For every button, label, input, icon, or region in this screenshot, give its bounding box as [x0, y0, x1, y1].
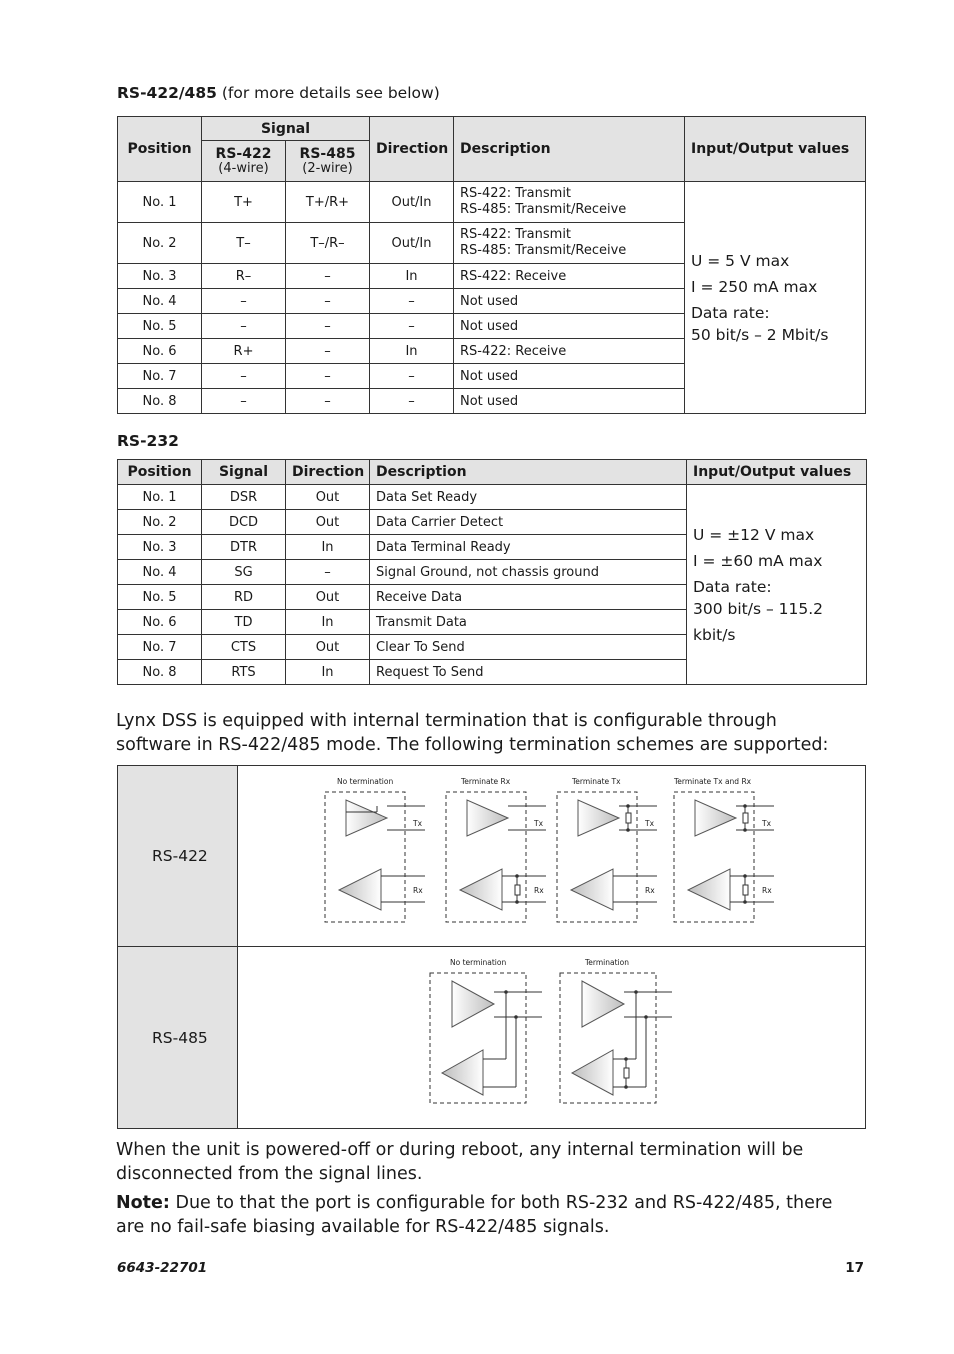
rs232-cell-desc: Data Set Ready [370, 485, 687, 510]
rx-label: Rx [534, 886, 544, 895]
rs232-header-direction: Direction [286, 460, 370, 485]
rs422-cell-desc-line1: RS-422: Transmit [460, 186, 572, 201]
rs422-diagram-title: Terminate Tx [572, 777, 621, 786]
rs232-table [117, 459, 867, 685]
rs232-cell-sig: CTS [202, 635, 286, 660]
rs422-cell-rs485: – [286, 264, 370, 289]
rs422-header-rs485 [286, 141, 370, 182]
rs232-cell-sig: RD [202, 585, 286, 610]
table-row [118, 182, 866, 223]
rs422-cell-pos: No. 6 [118, 339, 202, 364]
rs232-cell-desc: Receive Data [370, 585, 687, 610]
rs485-diagram-title: No termination [450, 958, 507, 967]
rs232-cell-sig: DTR [202, 535, 286, 560]
tx-label: Tx [413, 819, 423, 828]
rs232-section-heading: RS-232 [117, 432, 179, 450]
rs422-io-voltage: U = 5 V max [691, 251, 790, 270]
rs422-cell-dir: – [370, 364, 454, 389]
rs232-cell-pos: No. 2 [118, 510, 202, 535]
rs422-cell-dir: Out/In [370, 223, 454, 264]
rs422-diagram-title: Terminate Tx and Rx [674, 777, 752, 786]
rs422-cell-rs422: R– [202, 264, 286, 289]
rx-label: Rx [762, 886, 772, 895]
power-paragraph: When the unit is powered-off or during reboot, any internal termination will be disconnected from the signal lines. [116, 1140, 804, 1184]
rs232-io-rate: 300 bit/s – 115.2 kbit/s [693, 599, 824, 644]
rs232-io-values [687, 485, 867, 685]
rs232-cell-desc: Data Carrier Detect [370, 510, 687, 535]
rs232-cell-dir: In [286, 535, 370, 560]
rs422-section-heading [117, 84, 440, 102]
rx-label: Rx [413, 886, 423, 895]
rs422-diagram-title: No termination [337, 777, 394, 786]
rs422-header-io: Input/Output values [685, 117, 866, 182]
rs422-io-rate: 50 bit/s – 2 Mbit/s [691, 325, 829, 344]
rs422-cell-desc-line1: RS-422: Transmit [460, 227, 572, 242]
rs422-diagram-title: Terminate Rx [461, 777, 511, 786]
rs232-io-current: I = ±60 mA max [693, 551, 823, 570]
rs422-cell-dir: – [370, 389, 454, 414]
scheme-label-rs485: RS-485 [118, 947, 238, 1128]
rs232-header-signal: Signal [202, 460, 286, 485]
rs232-cell-dir: – [286, 560, 370, 585]
rs232-io-voltage: U = ±12 V max [693, 525, 815, 544]
tx-label: Tx [762, 819, 772, 828]
rs422-cell-rs485: – [286, 364, 370, 389]
rs422-header-signal: Signal [202, 117, 370, 141]
tx-label: Tx [645, 819, 655, 828]
rs422-table [117, 116, 866, 414]
rs485-no-termination-diagram [430, 958, 542, 1103]
rs422-io-values [685, 182, 866, 414]
rs422-cell-dir: In [370, 339, 454, 364]
rs232-cell-sig: RTS [202, 660, 286, 685]
rs422-cell-pos: No. 4 [118, 289, 202, 314]
rs485-termination-diagram [560, 958, 672, 1103]
rs422-header-rs422-sub: (4-wire) [218, 161, 269, 176]
rs422-cell-rs485: – [286, 389, 370, 414]
termination-paragraph: Lynx DSS is equipped with internal termination that is configurable through software in RS-422/485 mode. The following termination schemes are supported: [116, 711, 829, 755]
rx-label: Rx [645, 886, 655, 895]
rs422-cell-dir: – [370, 314, 454, 339]
rs422-cell-desc [454, 182, 685, 223]
rs232-cell-desc: Data Terminal Ready [370, 535, 687, 560]
rs232-cell-sig: DSR [202, 485, 286, 510]
rs422-heading-rest: (for more details see below) [221, 84, 440, 102]
rs422-cell-desc: Not used [454, 289, 685, 314]
rs422-cell-desc [454, 223, 685, 264]
rs422-cell-rs422: – [202, 364, 286, 389]
note-text: Due to that the port is configurable for both RS-232 and RS-422/485, there are no fail-safe biasing available for RS-422/485 signals. [116, 1193, 833, 1237]
rs422-cell-rs422: – [202, 389, 286, 414]
termination-schemes [117, 765, 866, 1129]
rs422-header-direction: Direction [370, 117, 454, 182]
rs232-cell-dir: In [286, 660, 370, 685]
rs422-cell-rs422: – [202, 289, 286, 314]
rs422-cell-desc: Not used [454, 364, 685, 389]
rs232-cell-pos: No. 6 [118, 610, 202, 635]
scheme-label-rs422: RS-422 [118, 766, 238, 947]
rs422-cell-desc: RS-422: Receive [454, 264, 685, 289]
rs232-cell-desc: Signal Ground, not chassis ground [370, 560, 687, 585]
rs422-cell-rs422: – [202, 314, 286, 339]
rs232-io-rate-label: Data rate: [693, 577, 772, 596]
rs422-io-rate-label: Data rate: [691, 303, 770, 322]
rs232-cell-pos: No. 3 [118, 535, 202, 560]
rs422-cell-pos: No. 8 [118, 389, 202, 414]
rs422-terminate-tx-diagram [557, 777, 657, 922]
rs422-io-current: I = 250 mA max [691, 277, 818, 296]
rs422-cell-desc: Not used [454, 389, 685, 414]
rs232-header-position: Position [118, 460, 202, 485]
rs422-cell-pos: No. 2 [118, 223, 202, 264]
rs422-cell-dir: – [370, 289, 454, 314]
rs422-heading-bold: RS-422/485 [117, 84, 217, 102]
rs232-cell-dir: Out [286, 485, 370, 510]
rs232-cell-pos: No. 4 [118, 560, 202, 585]
rs232-cell-desc: Clear To Send [370, 635, 687, 660]
rs232-cell-pos: No. 1 [118, 485, 202, 510]
rs422-cell-desc: Not used [454, 314, 685, 339]
rs422-cell-desc-line2: RS-485: Transmit/Receive [460, 243, 627, 258]
rs232-cell-pos: No. 7 [118, 635, 202, 660]
rs422-header-position: Position [118, 117, 202, 182]
tx-label: Tx [534, 819, 544, 828]
rs422-terminate-tx-rx-diagram [673, 777, 774, 922]
rs422-header-rs422 [202, 141, 286, 182]
rs422-no-termination-diagram [325, 777, 425, 922]
rs422-cell-rs422: T+ [202, 182, 286, 223]
note-paragraph [116, 1191, 846, 1239]
rs232-cell-dir: Out [286, 585, 370, 610]
rs422-cell-rs485: T–/R– [286, 223, 370, 264]
rs422-cell-pos: No. 5 [118, 314, 202, 339]
rs422-terminate-rx-diagram [446, 777, 546, 922]
rs422-cell-rs485: – [286, 289, 370, 314]
rs232-cell-dir: Out [286, 635, 370, 660]
rs232-cell-desc: Transmit Data [370, 610, 687, 635]
rs422-cell-pos: No. 3 [118, 264, 202, 289]
rs232-cell-dir: In [286, 610, 370, 635]
rs422-cell-rs485: – [286, 314, 370, 339]
doc-number: 6643-22701 [117, 1260, 208, 1276]
rs422-cell-rs422: R+ [202, 339, 286, 364]
rs422-cell-desc: RS-422: Receive [454, 339, 685, 364]
page-number: 17 [845, 1260, 864, 1276]
rs232-header-description: Description [370, 460, 687, 485]
rs422-cell-rs485: – [286, 339, 370, 364]
rs422-header-description: Description [454, 117, 685, 182]
note-label: Note: [116, 1193, 170, 1213]
rs422-cell-rs485: T+/R+ [286, 182, 370, 223]
rs232-cell-sig: DCD [202, 510, 286, 535]
rs422-cell-rs422: T– [202, 223, 286, 264]
rs422-cell-dir: In [370, 264, 454, 289]
rs422-header-rs422-label: RS-422 [215, 146, 272, 162]
rs232-cell-pos: No. 5 [118, 585, 202, 610]
rs422-cell-pos: No. 1 [118, 182, 202, 223]
termination-diagrams [118, 766, 865, 1128]
rs232-cell-sig: TD [202, 610, 286, 635]
rs422-header-rs485-label: RS-485 [299, 146, 356, 162]
rs232-header-io: Input/Output values [687, 460, 867, 485]
rs422-cell-dir: Out/In [370, 182, 454, 223]
rs422-header-rs485-sub: (2-wire) [302, 161, 353, 176]
rs232-cell-sig: SG [202, 560, 286, 585]
rs232-cell-pos: No. 8 [118, 660, 202, 685]
rs422-cell-desc-line2: RS-485: Transmit/Receive [460, 202, 627, 217]
rs422-cell-pos: No. 7 [118, 364, 202, 389]
rs485-diagram-title: Termination [585, 958, 629, 967]
rs232-cell-dir: Out [286, 510, 370, 535]
rs232-cell-desc: Request To Send [370, 660, 687, 685]
table-row [118, 485, 867, 510]
